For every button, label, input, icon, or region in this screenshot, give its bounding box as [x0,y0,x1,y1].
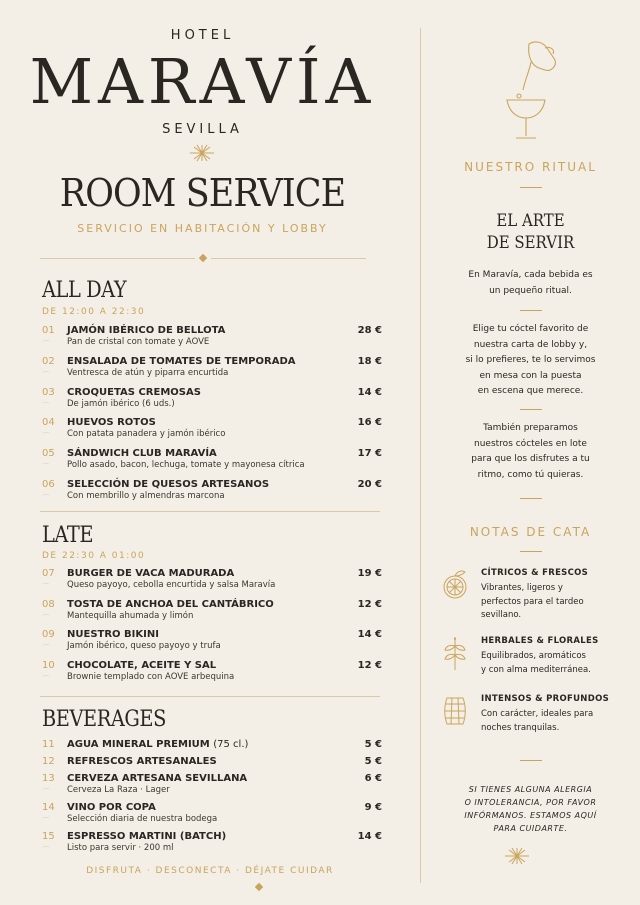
text-line: y con alma mediterránea. [481,664,591,675]
note-description [481,708,631,735]
text-line: un pequeño ritual. [489,285,572,296]
item-name [67,831,226,842]
ornament-icon: ⌒ [42,788,50,797]
short-divider [520,551,542,552]
item-price: 5 € [364,739,382,750]
item-number: 09 [42,629,55,640]
ornament-icon: ⌒ [42,463,50,473]
text-line: También preparamos [483,423,578,433]
item-name [67,660,216,671]
item-price: 6 € [364,773,382,784]
item-name-text: TOSTA DE ANCHOA DEL CANTÁBRICO [67,598,274,610]
item-number: 11 [42,739,55,750]
item-number: 01 [42,325,55,336]
item-number: 14 [42,802,55,813]
item-price: 14 € [357,831,382,842]
item-name-text: JAMÓN IBÉRICO DE BELLOTA [67,325,226,336]
text-line: PARA CUIDARTE. [493,824,568,833]
citrus-icon [441,568,469,602]
item-number: 15 [42,831,55,842]
item-number: 02 [42,355,55,367]
barrel-icon [441,694,469,728]
item-name-text: REFRESCOS ARTESANALES [67,756,217,767]
item-description: Pan de cristal con tomate y AOVE [67,337,210,347]
ornament-icon: ⌒ [42,583,50,592]
item-description: Pollo asado, bacon, lechuga, tomate y mayonesa cítrica [67,460,305,471]
short-divider [520,760,542,761]
item-name-text: VINO POR COPA [67,802,156,813]
text-line: en escena que merece. [477,386,584,396]
sunburst-icon [501,846,533,866]
city-label: SEVILLA [162,122,243,137]
item-name [67,325,225,336]
text-line: perfectos para el tardeo [481,596,584,607]
item-name [67,629,159,640]
arte-line-2: DE SERVIR [486,233,575,253]
item-name-text: AGUA MINERAL PREMIUM [67,739,210,750]
item-qualifier: (75 cl.) [213,739,249,750]
item-description: Con patata panadera y jamón ibérico [67,429,226,440]
item-number: 05 [42,448,55,460]
text-line: Vibrantes, ligeros y [481,583,563,593]
ritual-paragraph-3 [421,421,640,483]
section-title-all-day: ALL DAY [42,278,127,303]
short-divider [520,409,542,410]
item-number: 12 [42,756,55,767]
item-price: 18 € [357,355,382,367]
item-name [67,739,248,750]
ornament-icon: ⌒ [42,674,50,684]
arte-line-1: EL ARTE [496,211,565,231]
item-name [67,599,274,610]
item-description: De jamón ibérico (6 uds.) [67,398,175,409]
text-line: SI TIENES ALGUNA ALERGIA [468,785,593,794]
note-description [481,650,631,677]
ornament-icon: ⌒ [42,370,50,380]
item-name-text: CHOCOLATE, ACEITE Y SAL [67,659,217,671]
item-description: Ventresca de atún y piparra encurtida [67,367,229,378]
item-number: 06 [42,479,55,490]
divider [40,258,195,259]
item-description: Jamón ibérico, queso payoyo y trufa [67,641,221,651]
item-number: 03 [42,386,55,398]
text-line: nuestros cócteles en lote [474,438,587,449]
item-name [67,356,296,367]
short-divider [520,498,542,499]
herb-leaf-icon [441,636,469,672]
ornament-icon: ⌒ [42,817,50,826]
item-name-text: NUESTRO BIKINI [67,629,159,640]
item-name-text: ESPRESSO MARTINI (BATCH) [67,831,227,842]
section-time-late: DE 22:30 A 01:00 [42,551,146,561]
notes-heading: NOTAS DE CATA [469,525,592,539]
item-description: Listo para servir · 200 ml [67,843,174,853]
item-price: 12 € [357,659,382,671]
brand-name: MARAVÍA [29,45,376,118]
item-price: 9 € [364,802,382,813]
item-description: Brownie templado con AOVE arbequina [67,671,235,682]
page-subtitle: SERVICIO EN HABITACIÓN Y LOBBY [77,222,328,235]
item-name-text: CROQUETAS CREMOSAS [67,386,201,398]
item-price: 5 € [364,756,382,767]
item-price: 17 € [357,448,382,460]
item-description: Con membrillo y almendras marcona [67,491,225,501]
ornament-icon: ⌒ [42,846,50,855]
item-description: Cerveza La Raza · Lager [67,785,170,795]
item-name-text: SELECCIÓN DE QUESOS ARTESANOS [67,479,270,490]
item-description: Selección diaria de nuestra bodega [67,814,218,824]
item-number: 08 [42,598,55,610]
divider [40,696,380,697]
item-price: 14 € [357,629,382,640]
text-line: para que los disfrutes a tu [471,454,590,464]
item-name [67,756,217,767]
item-description: Mantequilla ahumada y limón [67,610,194,621]
item-name [67,802,156,813]
item-name [67,773,247,784]
ornament-icon: ⌒ [42,613,50,623]
item-name [67,387,201,398]
section-time-all-day: DE 12:00 A 22:30 [42,307,146,317]
note-title: HERBALES & FLORALES [481,636,599,646]
item-price: 28 € [357,325,382,336]
item-price: 16 € [357,417,382,429]
item-name [67,448,217,459]
pouring-cocktail-icon [499,38,561,142]
ritual-paragraph-1 [421,268,640,299]
text-line: Equilibrados, aromáticos [481,651,586,661]
short-divider [520,310,542,311]
item-number: 10 [42,659,55,671]
item-name-text: HUEVOS ROTOS [67,417,156,429]
divider [211,258,366,259]
text-line: sevillano. [481,610,522,620]
ornament-icon: ⌒ [42,401,50,411]
allergy-notice [421,783,640,835]
ornament-icon: ⌒ [42,644,50,653]
text-line: noches tranquilas. [481,722,560,733]
item-name [67,568,234,579]
item-name-text: SÁNDWICH CLUB MARAVÍA [67,448,217,460]
item-name [67,479,269,490]
text-line: en mesa con la puesta [479,370,582,381]
text-line: ritmo, como tú quieras. [477,469,584,480]
item-price: 12 € [357,598,382,610]
text-line: O INTOLERANCIA, POR FAVOR [464,798,597,807]
item-price: 14 € [357,386,382,398]
note-title: CÍTRICOS & FRESCOS [481,568,589,578]
item-number: 13 [42,773,55,784]
sunburst-icon [186,143,218,163]
text-line: Elige tu cóctel favorito de [472,324,589,334]
note-description [481,582,631,623]
diamond-ornament [199,254,207,262]
item-number: 04 [42,417,55,429]
ornament-icon: ⌒ [42,340,50,349]
ornament-icon: ⌒ [42,494,50,503]
short-divider [520,187,542,188]
item-description: Queso payoyo, cebolla encurtida y salsa Maravía [67,580,276,590]
item-name-text: BURGER DE VACA MADURADA [67,568,235,579]
item-name-text: ENSALADA DE TOMATES DE TEMPORADA [67,355,296,367]
ritual-paragraph-2 [421,322,640,400]
text-line: INFÓRMANOS. ESTAMOS AQUÍ [464,811,597,820]
section-title-beverages: BEVERAGES [42,707,166,732]
item-price: 20 € [357,479,382,490]
footer-tagline: DISFRUTA · DESCONECTA · DÉJATE CUIDAR [86,866,334,876]
hotel-label: HOTEL [170,28,235,43]
text-line: nuestra carta de lobby y, [473,339,588,350]
diamond-ornament [255,883,263,891]
note-title: INTENSOS & PROFUNDOS [481,694,610,704]
ritual-heading: NUESTRO RITUAL [464,160,597,174]
section-title-late: LATE [42,523,94,548]
item-name [67,417,156,428]
text-line: En Maravía, cada bebida es [468,270,593,280]
item-name-text: CERVEZA ARTESANA SEVILLANA [67,773,248,784]
item-number: 07 [42,568,55,579]
page-title: ROOM SERVICE [59,171,346,215]
item-price: 19 € [357,568,382,579]
text-line: si lo prefieres, te lo servimos [465,355,596,365]
ornament-icon: ⌒ [42,432,50,442]
ritual-sidebar [421,0,640,905]
text-line: Con carácter, ideales para [481,709,594,719]
divider [40,511,380,512]
